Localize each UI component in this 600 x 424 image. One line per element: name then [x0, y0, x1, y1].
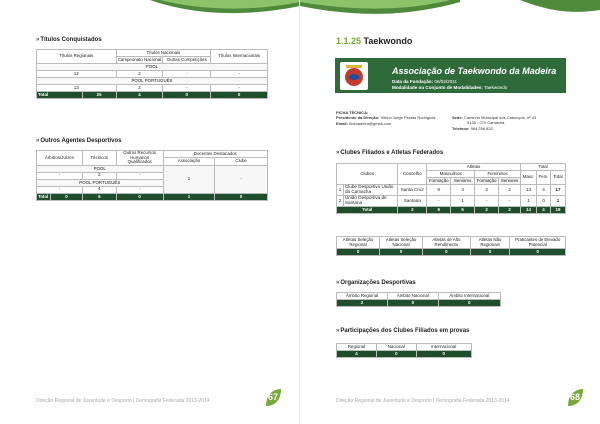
title-text: Taekwondo — [363, 36, 413, 46]
cell: - — [427, 196, 451, 207]
decorative-swoosh-right — [300, 0, 600, 22]
th-masculinos: Masculinos — [427, 171, 475, 178]
cell: 13 — [37, 85, 117, 92]
cell: - — [211, 85, 268, 92]
association-logo — [340, 62, 368, 90]
titulos-heading: »Títulos Conquistados — [36, 37, 102, 43]
band-pool-portugues: POOL PORTUGUÊS — [37, 78, 268, 85]
band-pool: POOL — [37, 64, 268, 71]
cell: 0 — [510, 249, 566, 256]
cell: 5 — [451, 207, 475, 214]
cell: 0 — [416, 351, 471, 358]
row-index: 2 — [337, 196, 344, 207]
organizacoes-heading: »Organizações Desportivas — [336, 280, 416, 286]
cell: - — [37, 186, 83, 193]
th-fem: Fem. — [537, 171, 551, 185]
th-alto-rendimento: Atletas de Alto Rendimento — [423, 237, 471, 249]
cell: 12 — [37, 71, 117, 78]
cell: 0 — [438, 300, 500, 307]
cell: 2 — [499, 207, 521, 214]
titulos-table — [36, 49, 268, 99]
th-regional: Regional — [337, 344, 377, 351]
club-concelho: Santana — [398, 196, 427, 207]
th-elevado-potencial: Praticantes de Elevado Potencial — [510, 237, 566, 249]
cell: 0 — [337, 249, 380, 256]
th-internacionais: Títulos Internacionais — [211, 50, 268, 64]
cell: 2 — [475, 207, 499, 214]
cell: 2 — [499, 185, 521, 196]
cell: 0 — [163, 92, 211, 99]
footer-left: Direção Regional de Juventude e Desporto | Demografia Federada 2013-2014 — [36, 398, 210, 404]
title-number: 1.1.25 — [336, 36, 362, 46]
th-ambito-internacional: Âmbito Internacional — [438, 293, 500, 300]
club-name: Clube Desportivo União da Camacha — [343, 185, 397, 196]
banner-fundacao: Data da Fundação: 06/02/2011 — [392, 79, 458, 84]
cell: - — [116, 186, 163, 193]
total-label: Total — [337, 207, 398, 214]
cell: 1 — [163, 193, 215, 200]
th-internacional: Internacional — [416, 344, 471, 351]
cell: - — [475, 196, 499, 207]
th-masc: Masc. — [521, 171, 537, 185]
taekwondo-logo-icon — [340, 62, 368, 90]
cell: - — [211, 71, 268, 78]
banner-modalidade: Modalidade ou Conjunto de Modalidades: Taekwondo — [392, 85, 508, 90]
th-seniores: Seniores — [499, 178, 521, 185]
participacoes-table — [336, 343, 472, 358]
cell: 0 — [537, 196, 551, 207]
cell: 1 — [163, 165, 215, 193]
page-title — [336, 36, 412, 46]
cell: 9 — [427, 185, 451, 196]
cell: 17 — [550, 185, 565, 196]
total-label: Total — [37, 193, 51, 200]
cell: - — [116, 172, 163, 179]
th-associacao: Associação — [163, 158, 215, 165]
ficha-sede: Sede: Caminho Municipal dos Cabouços, nº 43 9135 - 070 Camacha Telefone: 964 256 832 — [452, 115, 537, 131]
outros-heading: »Outros Agentes Desportivos — [36, 138, 122, 144]
page-number-left — [264, 388, 282, 408]
page-number-text: 67 — [267, 392, 278, 402]
th-femininos: Femininos — [475, 171, 521, 178]
th-clubes: Clubes — [337, 164, 398, 185]
th-regionais: Títulos Regionais — [37, 50, 117, 64]
clubes-heading: »Clubes Filiados e Atletas Federados — [336, 150, 444, 156]
decorative-swoosh-left — [150, 0, 300, 22]
selecao-table — [336, 236, 566, 256]
th-ambito-regional: Âmbito Regional — [337, 293, 388, 300]
th-total: Total — [521, 164, 566, 171]
cell: 0 — [470, 249, 510, 256]
th-tecnicos: Técnicos — [82, 151, 116, 166]
club-name: União Desportiva de Santana — [343, 196, 397, 207]
cell: 0 — [377, 351, 417, 358]
ficha-tecnica: FICHA TÉCNICA: Presidente da Direção: Vitório Jorge Pestas Rodrigues Email: tkdmadeira@gmail.com — [336, 110, 436, 126]
cell: 0 — [215, 193, 268, 200]
club-concelho: Santa Cruz — [398, 185, 427, 196]
outros-table — [36, 150, 268, 201]
cell: 1 — [451, 196, 475, 207]
cell: 4 — [451, 185, 475, 196]
cell: 18 — [550, 207, 565, 214]
cell: 2 — [116, 71, 163, 78]
participacoes-heading: »Participações dos Clubes Filiados em provas — [336, 328, 470, 334]
cell: 0 — [380, 249, 423, 256]
th-outros: Outros Recursos Humanos Qualificados — [116, 151, 163, 166]
band-pool: POOL — [37, 165, 164, 172]
th-ambito-nacional: Âmbito Nacional — [388, 293, 439, 300]
cell: 0 — [50, 193, 82, 200]
cell: 4 — [82, 186, 116, 193]
th-nacional: Nacional — [377, 344, 417, 351]
band-pool-portugues: POOL PORTUGUÊS — [37, 179, 164, 186]
banner-title: Associação de Taekwondo da Madeira — [392, 66, 557, 76]
cell: 4 — [537, 185, 551, 196]
cell: 0 — [211, 92, 268, 99]
cell: 2 — [116, 85, 163, 92]
cell: 4 — [116, 92, 163, 99]
organizacoes-table — [336, 292, 501, 307]
th-arbitros: Árbitros/Juízes — [37, 151, 83, 166]
page-number-right — [566, 388, 584, 408]
cell: 4 — [337, 351, 377, 358]
th-selecao-nacional: Atletas Seleção Nacional — [380, 237, 423, 249]
cell: 1 — [550, 196, 565, 207]
cell: 14 — [521, 207, 537, 214]
cell: 1 — [521, 196, 537, 207]
th-formacao: Formação — [427, 178, 451, 185]
th-clube: Clube — [215, 158, 268, 165]
row-index: 1 — [337, 185, 344, 196]
page-number-text: 68 — [569, 392, 580, 402]
cell: 9 — [427, 207, 451, 214]
cell: 4 — [537, 207, 551, 214]
th-selecao-regional: Atletas Seleção Regional — [337, 237, 380, 249]
th-concelho: Concelho — [398, 164, 427, 185]
cell: - — [163, 85, 211, 92]
cell: - — [215, 165, 268, 193]
cell: 0 — [116, 193, 163, 200]
footer-right: Direção Regional de Juventude e Desporto | Demografia Federada 2013-2014 — [336, 398, 510, 404]
cell: 13 — [521, 185, 537, 196]
cell: 25 — [82, 92, 116, 99]
cell: 2 — [475, 185, 499, 196]
cell: 2 — [398, 207, 427, 214]
th-nacionais: Títulos Nacionais — [116, 50, 211, 57]
th-nao-regionais: Atletas Não Regionais — [470, 237, 510, 249]
th-formacao: Formação — [475, 178, 499, 185]
th-seniores: Seniores — [451, 178, 475, 185]
page-gutter — [299, 0, 300, 424]
clubes-table — [336, 163, 566, 214]
cell: 6 — [82, 193, 116, 200]
th-outras: Outras Competições — [163, 57, 211, 64]
cell: 2 — [337, 300, 388, 307]
cell: 2 — [82, 172, 116, 179]
cell: - — [499, 196, 521, 207]
cell: - — [37, 172, 83, 179]
cell: - — [163, 71, 211, 78]
total-label: Total — [37, 92, 83, 99]
th-docentes: Docentes Destacados — [163, 151, 267, 158]
cell: 0 — [423, 249, 471, 256]
cell: 0 — [388, 300, 439, 307]
th-atletas: Atletas — [427, 164, 521, 171]
th-tot: Total — [550, 171, 565, 185]
th-campeonato: Campeonato Nacional — [117, 56, 162, 62]
